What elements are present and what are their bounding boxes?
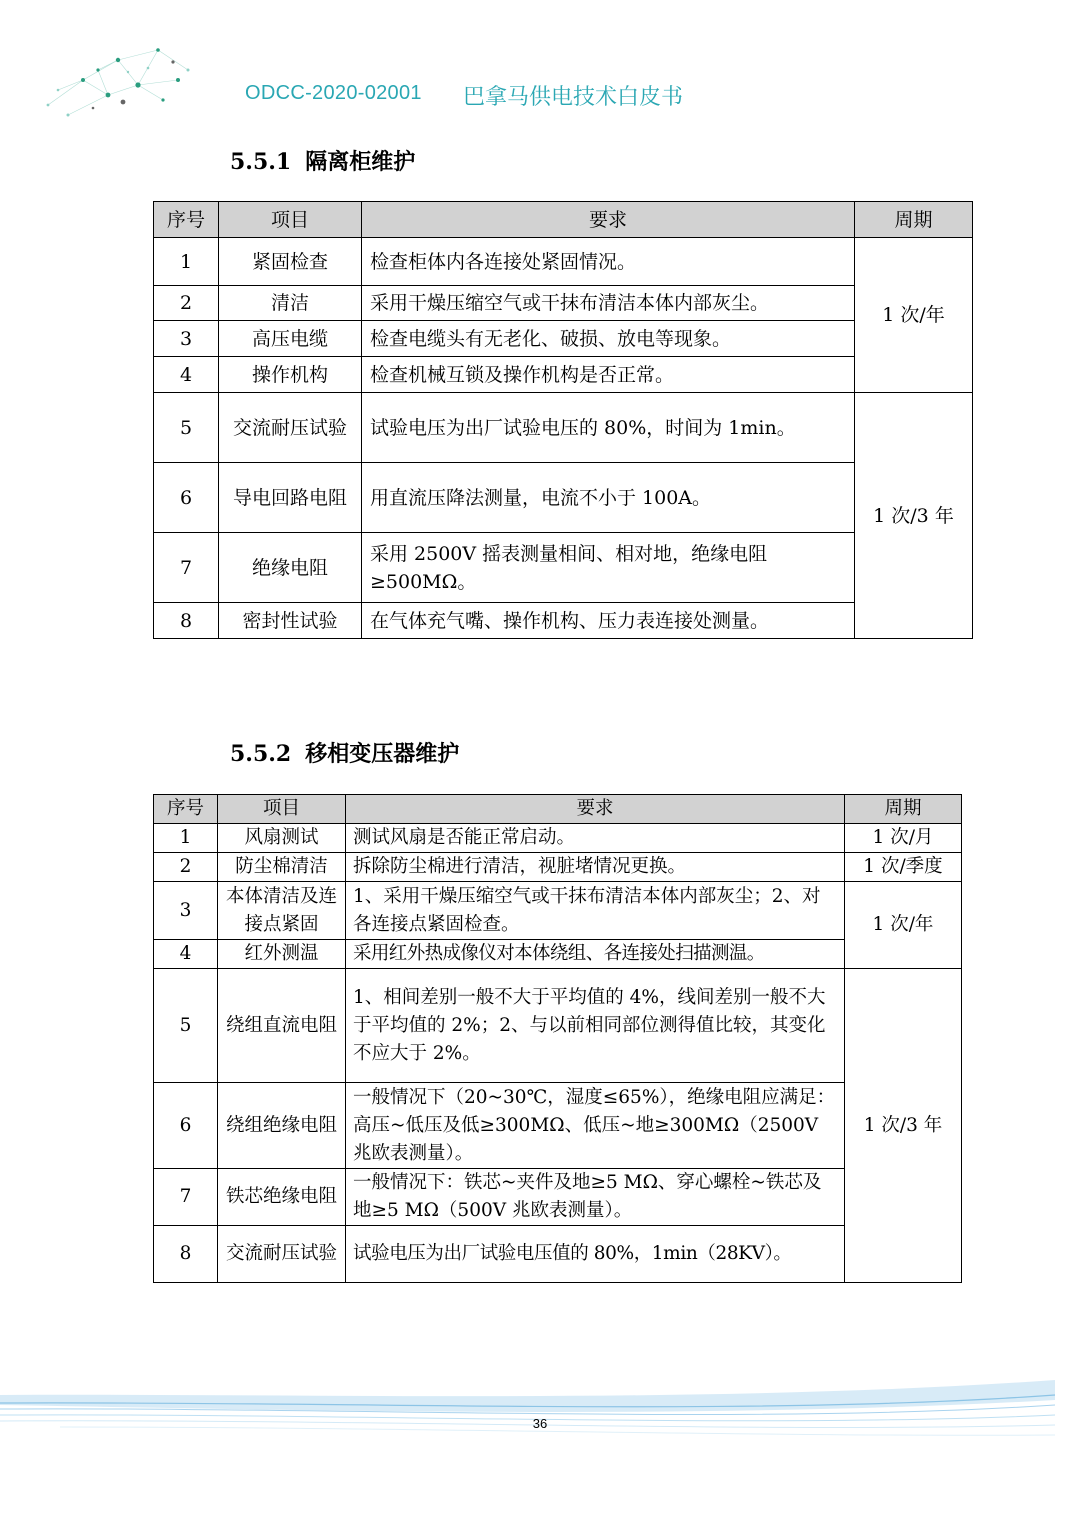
row-requirement: 试验电压为出厂试验电压值的 80%，1min（28KV）。 (346, 1226, 845, 1283)
row-item: 铁芯绝缘电阻 (218, 1169, 346, 1226)
row-no: 2 (154, 286, 219, 321)
col-header-requirement: 要求 (362, 202, 855, 238)
row-period: 1 次/3 年 (845, 969, 962, 1283)
row-period: 1 次/年 (855, 238, 973, 393)
table-row (154, 393, 973, 463)
row-no: 1 (154, 238, 219, 286)
section-number: 5.5.1 (230, 149, 292, 175)
row-requirement: 1、采用干燥压缩空气或干抹布清洁本体内部灰尘；2、对各连接点紧固检查。 (346, 882, 845, 940)
col-header-period: 周期 (855, 202, 973, 238)
row-requirement: 检查柜体内各连接处紧固情况。 (362, 238, 855, 286)
row-no: 6 (154, 1083, 218, 1169)
row-requirement: 用直流压降法测量，电流不小于 100A。 (362, 463, 855, 533)
section-title: 隔离柜维护 (305, 149, 416, 175)
table-header-row (154, 795, 962, 824)
isolation-cabinet-table (153, 201, 973, 639)
row-period: 1 次/3 年 (855, 393, 973, 639)
row-item: 交流耐压试验 (219, 393, 362, 463)
table-row (154, 603, 973, 639)
row-requirement: 检查机械互锁及操作机构是否正常。 (362, 357, 855, 393)
table-row (154, 321, 973, 357)
section-title: 移相变压器维护 (305, 741, 460, 767)
page-number: 36 (532, 1416, 548, 1431)
row-requirement: 采用干燥压缩空气或干抹布清洁本体内部灰尘。 (362, 286, 855, 321)
table-row (154, 286, 973, 321)
row-requirement: 采用 2500V 摇表测量相间、相对地，绝缘电阻≥500MΩ。 (362, 533, 855, 603)
row-no: 5 (154, 393, 219, 463)
row-requirement: 一般情况下（20~30℃，湿度≤65%），绝缘电阻应满足：高压~低压及低≥300MΩ、低压~地≥300MΩ（2500V 兆欧表测量）。 (346, 1083, 845, 1169)
section-heading-5-5-1 (230, 145, 415, 176)
row-requirement: 测试风扇是否能正常启动。 (346, 824, 845, 853)
document-title: 巴拿马供电技术白皮书 (463, 85, 684, 110)
row-item: 风扇测试 (218, 824, 346, 853)
row-item: 紧固检查 (219, 238, 362, 286)
row-no: 8 (154, 1226, 218, 1283)
wave-footer-decoration (0, 1365, 1080, 1445)
table-row (154, 357, 973, 393)
row-period: 1 次/年 (845, 882, 962, 969)
phase-shift-transformer-table (153, 794, 962, 1283)
table-row (154, 882, 962, 940)
row-item: 交流耐压试验 (218, 1226, 346, 1283)
row-no: 3 (154, 321, 219, 357)
col-header-requirement: 要求 (346, 795, 845, 824)
row-no: 4 (154, 940, 218, 969)
table-row (154, 969, 962, 1083)
row-no: 6 (154, 463, 219, 533)
table-row (154, 463, 973, 533)
row-item: 本体清洁及连接点紧固 (218, 882, 346, 940)
row-no: 5 (154, 969, 218, 1083)
row-item: 绕组直流电阻 (218, 969, 346, 1083)
col-header-no: 序号 (154, 202, 219, 238)
col-header-item: 项目 (218, 795, 346, 824)
network-dots-logo (38, 40, 198, 130)
row-no: 8 (154, 603, 219, 639)
col-header-item: 项目 (219, 202, 362, 238)
table-row (154, 1169, 962, 1226)
table-row (154, 940, 962, 969)
row-no: 2 (154, 853, 218, 882)
row-item: 清洁 (219, 286, 362, 321)
row-requirement: 一般情况下：铁芯~夹件及地≥5 MΩ、穿心螺栓~铁芯及地≥5 MΩ（500V 兆欧表测量）。 (346, 1169, 845, 1226)
section-heading-5-5-2 (230, 737, 459, 768)
col-header-period: 周期 (845, 795, 962, 824)
col-header-no: 序号 (154, 795, 218, 824)
row-no: 7 (154, 1169, 218, 1226)
row-item: 高压电缆 (219, 321, 362, 357)
row-item: 密封性试验 (219, 603, 362, 639)
row-item: 红外测温 (218, 940, 346, 969)
row-period: 1 次/月 (845, 824, 962, 853)
row-item: 操作机构 (219, 357, 362, 393)
table-row (154, 824, 962, 853)
row-item: 绝缘电阻 (219, 533, 362, 603)
row-requirement: 检查电缆头有无老化、破损、放电等现象。 (362, 321, 855, 357)
row-item: 导电回路电阻 (219, 463, 362, 533)
table-row (154, 1083, 962, 1169)
row-requirement: 试验电压为出厂试验电压的 80%，时间为 1min。 (362, 393, 855, 463)
row-item: 绕组绝缘电阻 (218, 1083, 346, 1169)
table-header-row (154, 202, 973, 238)
row-requirement: 拆除防尘棉进行清洁，视脏堵情况更换。 (346, 853, 845, 882)
row-requirement: 在气体充气嘴、操作机构、压力表连接处测量。 (362, 603, 855, 639)
row-no: 7 (154, 533, 219, 603)
row-period: 1 次/季度 (845, 853, 962, 882)
row-requirement: 采用红外热成像仪对本体绕组、各连接处扫描测温。 (346, 940, 845, 969)
row-requirement: 1、相间差别一般不大于平均值的 4%，线间差别一般不大于平均值的 2%；2、与以前相同部位测得值比较，其变化不应大于 2%。 (346, 969, 845, 1083)
table-row (154, 238, 973, 286)
row-no: 3 (154, 882, 218, 940)
section-number: 5.5.2 (230, 741, 292, 767)
table-row (154, 533, 973, 603)
row-no: 4 (154, 357, 219, 393)
row-item: 防尘棉清洁 (218, 853, 346, 882)
row-no: 1 (154, 824, 218, 853)
table-row (154, 1226, 962, 1283)
document-code: ODCC-2020-02001 (245, 82, 422, 104)
table-row (154, 853, 962, 882)
